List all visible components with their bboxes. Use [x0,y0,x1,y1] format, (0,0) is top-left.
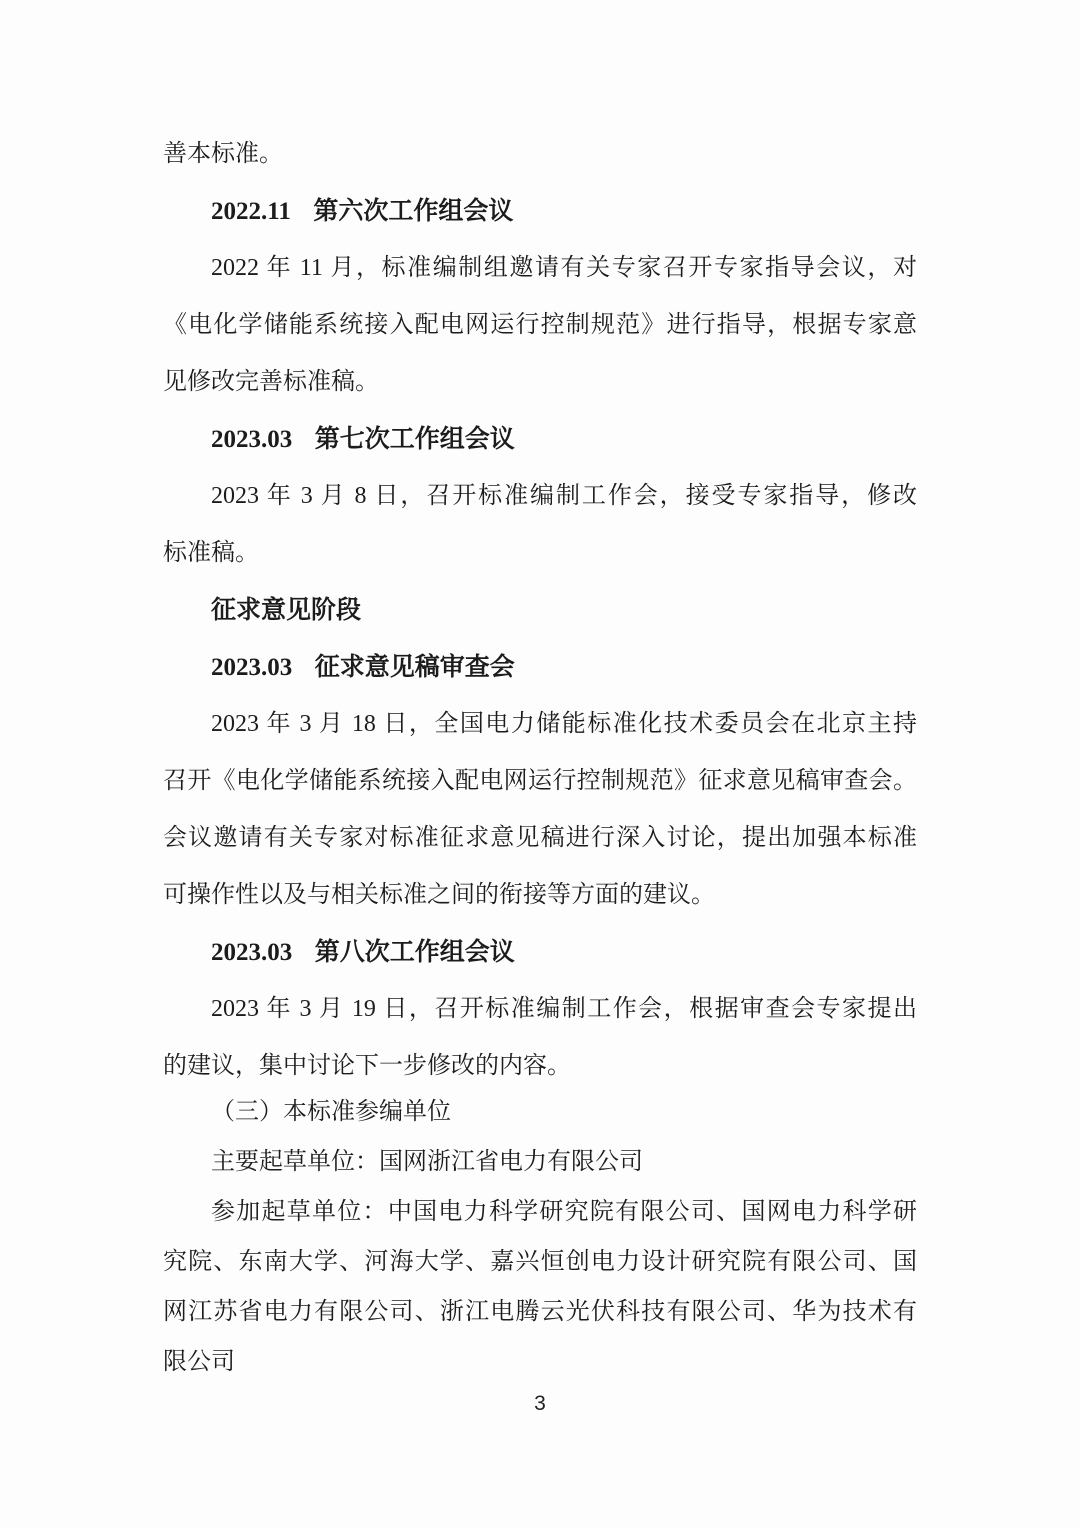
text-line: 可操作性以及与相关标准之间的衔接等方面的建议。 [163,882,715,908]
text-line: 参加起草单位：中国电力科学研究院有限公司、国网电力科学研 [211,1199,917,1225]
text-line: 网江苏省电力有限公司、浙江电腾云光伏科技有限公司、华为技术有 [163,1299,917,1325]
text-line: 究院、东南大学、河海大学、嘉兴恒创电力设计研究院有限公司、国 [163,1249,917,1275]
text-line: 见修改完善标准稿。 [163,369,379,395]
text-line: 2023 年 3 月 19 日，召开标准编制工作会，根据审查会专家提出 [211,996,917,1022]
text-flow [163,126,917,1387]
heading-line: 2022.11 第六次工作组会议 [211,198,514,225]
heading-line: 征求意见阶段 [211,597,362,624]
text-line: 的建议，集中讨论下一步修改的内容。 [163,1053,571,1079]
text-line: 善本标准。 [163,141,283,167]
text-line: 会议邀请有关专家对标准征求意见稿进行深入讨论，提出加强本标准 [163,825,917,851]
text-line: 标准稿。 [163,540,259,566]
text-line: 召开《电化学储能系统接入配电网运行控制规范》征求意见稿审查会。 [163,768,917,794]
text-line: 限公司 [163,1349,235,1375]
text-line: 2022 年 11 月，标准编制组邀请有关专家召开专家指导会议，对 [211,255,917,281]
text-line: （三）本标准参编单位 [211,1099,451,1125]
text-line: 《电化学储能系统接入配电网运行控制规范》进行指导，根据专家意 [163,312,917,338]
heading-line: 2023.03 第八次工作组会议 [211,939,515,966]
text-line: 主要起草单位：国网浙江省电力有限公司 [211,1149,643,1175]
text-line: 2023 年 3 月 18 日，全国电力储能标准化技术委员会在北京主持 [211,711,917,737]
page-number: 3 [534,1392,546,1415]
text-line: 2023 年 3 月 8 日，召开标准编制工作会，接受专家指导，修改 [211,483,917,509]
heading-line: 2023.03 第七次工作组会议 [211,426,515,453]
heading-line: 2023.03 征求意见稿审查会 [211,654,515,681]
